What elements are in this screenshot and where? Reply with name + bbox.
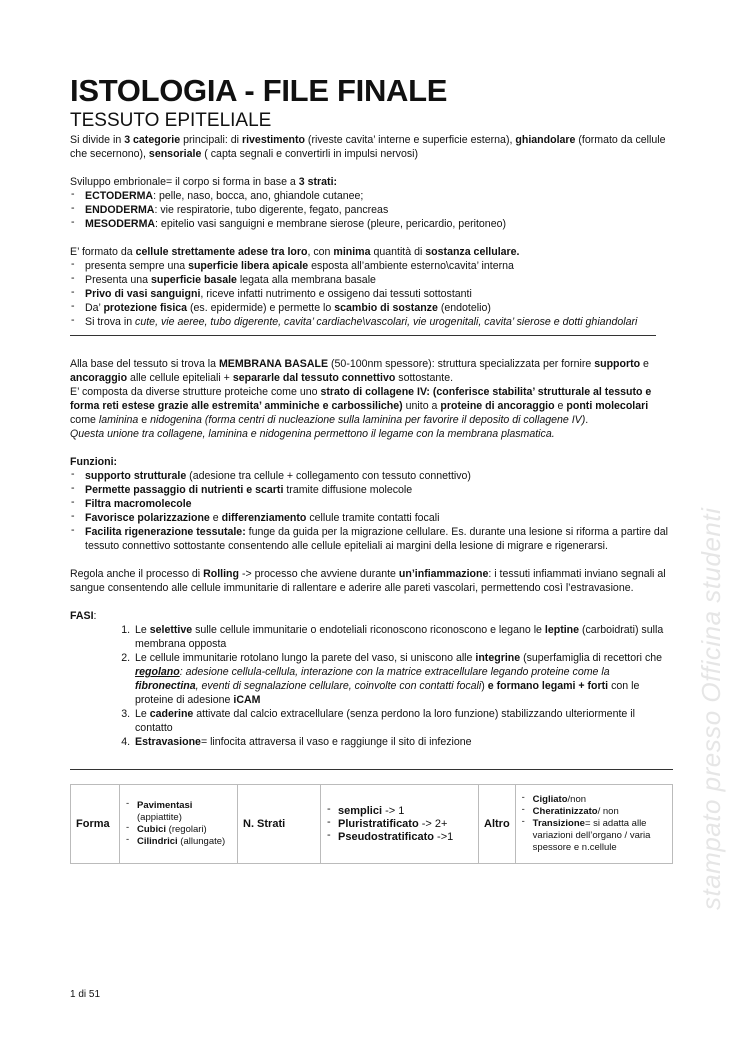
text-run: iCAM (233, 694, 261, 706)
list-item (133, 651, 675, 707)
text-run: Sviluppo embrionale= il corpo si forma in base a (70, 176, 299, 188)
text-run: proteine di ancoraggio (440, 400, 555, 412)
text-run: (50-100nm spessore): struttura specializzata per fornire (328, 358, 595, 370)
text-run: E’ formato da (70, 246, 136, 258)
text-run: e (138, 414, 151, 426)
text-run: Le (135, 708, 150, 720)
text-run: ghiandolare (515, 134, 576, 146)
text-run: e (640, 358, 649, 370)
text-run: unito a (402, 400, 441, 412)
text-run: caderine (149, 708, 194, 720)
text-run: (es. epidermide) e permette lo (187, 302, 335, 314)
text-run: ->1 (433, 830, 454, 843)
text-run: Cubici (137, 824, 167, 835)
text-run: Rolling (203, 568, 239, 580)
strati-list (70, 189, 675, 231)
text-run: strato di collagene IV: (conferisce stabilita’ strutturale al tessuto e forma reti estese grazie alle estremita’ amminiche e carbossiliche) (70, 386, 652, 412)
text-run: (riveste cavita’ interne e superficie esterna), (304, 134, 516, 146)
text-run: scambio di sostanze (334, 302, 438, 314)
text-run: Cilindrici (137, 836, 178, 847)
text-run: Transizione (532, 818, 585, 829)
table-header-strati: N. Strati (238, 785, 321, 864)
list-item (70, 497, 675, 511)
list-item (326, 805, 473, 818)
text-run: Alla base del tessuto si trova la (70, 358, 219, 370)
list-item (326, 818, 473, 831)
text-run: , eventi di segnalazione cellulare, coinvolte con contatti focali (195, 680, 482, 692)
funzioni-heading: Funzioni: (70, 456, 118, 468)
table-cell-strati (321, 785, 479, 864)
list-item (70, 511, 675, 525)
text-run: sensoriale (148, 148, 202, 160)
text-run: Questa unione tra collagene, laminina e nidogenina permettono il legame con la membrana plasmatica. (70, 428, 555, 440)
table-cell-altro (515, 785, 672, 864)
text-run: principali: di (180, 134, 242, 146)
text-run: leptine (544, 624, 580, 636)
watermark: stampato presso Officina studenti (696, 507, 726, 910)
text-run: ponti molecolari (566, 400, 649, 412)
text-run: e (209, 512, 222, 524)
fasi-heading: FASI: (70, 610, 97, 622)
text-run: supporto strutturale (85, 470, 187, 482)
fasi-list (70, 623, 675, 749)
text-run: Pseudostratificato (338, 830, 434, 843)
text-run: cellule strettamente adese tra loro (135, 246, 308, 258)
composta-paragraph (70, 385, 675, 427)
text-run: legata alla membrana basale (236, 274, 376, 286)
text-run: superficie libera apicale (188, 260, 309, 272)
text-run: : epitelio vasi sanguigni e membrane sierose (pleure, pericardio, peritoneo) (155, 218, 507, 230)
text-run: e formano legami + forti (487, 680, 609, 692)
list-item (125, 800, 232, 824)
text-run: (superfamiglia di recettori che (520, 652, 663, 664)
text-run: differenziamento (221, 512, 307, 524)
unione-paragraph (70, 427, 675, 441)
text-run: e (554, 400, 567, 412)
text-run: E’ composta da diverse strutture proteiche come uno (70, 386, 321, 398)
list-item (70, 217, 675, 231)
list-item (125, 824, 232, 836)
text-run: ECTODERMA (85, 190, 154, 202)
text-run: cellule tramite contatti focali (306, 512, 440, 524)
list-item (133, 623, 675, 651)
text-run: Facilita rigenerazione tessutale: (85, 526, 246, 538)
text-run: separarle dal tessuto connettivo (232, 372, 396, 384)
table-header-altro: Altro (479, 785, 516, 864)
list-item (521, 806, 667, 818)
text-run: protezione fisica (103, 302, 188, 314)
text-run: sulle cellule immunitarie o endoteliali riconoscono riconoscono e legano le (192, 624, 545, 636)
text-run: rivestimento (241, 134, 305, 146)
text-run: quantità di (370, 246, 426, 258)
text-run: = si adatta alle variazioni dell’organo / varia spessore e n.cellule (532, 818, 651, 853)
text-run: Si trova in (85, 316, 136, 328)
list-item (70, 287, 675, 301)
text-run: Filtra macromolecole (85, 498, 192, 510)
text-run: ) (481, 680, 488, 692)
text-run: Le cellule immunitarie rotolano lungo la parete del vaso, si uniscono alle (135, 652, 476, 664)
list-item (521, 818, 667, 854)
text-run: ENDODERMA (85, 204, 155, 216)
text-run: Le (135, 624, 150, 636)
section-title: TESSUTO EPITELIALE (70, 110, 272, 131)
text-run: funge da guida per la migrazione cellulare. Es. durante una lesione si riforma a partire dal tessuto connettivo sottostante consentendo alle cellule epiteliali ai margini della lesione di migrare e rigenerarsi. (85, 526, 668, 552)
text-run: 3 categorie (124, 134, 181, 146)
text-run: attivate dal calcio extracellulare (senza perdono la loro funzione) stabilizzando ulteriormente il contatto (135, 708, 635, 734)
text-run: Favorisce polarizzazione (85, 512, 210, 524)
membrana-paragraph (70, 357, 675, 385)
text-run: tramite diffusione molecole (283, 484, 413, 496)
text-run: regolano (135, 666, 180, 678)
list-item (521, 794, 667, 806)
text-run: ( capta segnali e convertirli in impulsi nervosi) (201, 148, 419, 160)
text-run: un’infiammazione (398, 568, 489, 580)
text-run: (regolari) (166, 824, 207, 835)
text-run: . (585, 414, 589, 426)
document-page (70, 72, 675, 864)
list-item (326, 831, 473, 844)
text-run: semplici (338, 804, 383, 817)
list-item (133, 735, 675, 749)
text-run: Estravasione (135, 736, 201, 748)
text-run: Privo di vasi sanguigni (85, 288, 201, 300)
divider (70, 769, 673, 770)
text-run: supporto (594, 358, 641, 370)
text-run: Permette passaggio di nutrienti e scarti (85, 484, 284, 496)
text-run: MEMBRANA BASALE (218, 358, 329, 370)
text-run: presenta sempre una (85, 260, 189, 272)
divider (70, 335, 656, 336)
text-run: -> 2+ (418, 817, 448, 830)
text-run: 3 strati: (298, 176, 338, 188)
intro-paragraph (70, 133, 675, 161)
text-run: esposta all’ambiente esterno\cavita’ interna (308, 260, 514, 272)
text-run: (endotelio) (437, 302, 491, 314)
list-item (70, 469, 675, 483)
text-run: fibronectina (135, 680, 196, 692)
list-item (70, 189, 675, 203)
text-run: sostanza cellulare. (425, 246, 520, 258)
formato-paragraph (70, 245, 675, 259)
text-run: Pavimentasi (137, 800, 193, 811)
text-run: cute, vie aeree, tubo digerente, cavita’ cardiache\vascolari, vie urogenitali, cavita’ sierose e dotti ghiandolari (135, 316, 638, 328)
text-run: : vie respiratorie, tubo digerente, fegato, pancreas (154, 204, 389, 216)
list-item (70, 203, 675, 217)
list-item (70, 525, 675, 553)
sviluppo-paragraph (70, 175, 675, 189)
text-run: Cheratinizzato (532, 806, 598, 817)
text-run: /non (567, 794, 587, 805)
table-cell-forma (120, 785, 238, 864)
list-item (70, 483, 675, 497)
text-run: = linfocita attraversa il vaso e raggiunge il sito di infezione (200, 736, 472, 748)
text-run: Pluristratificato (338, 817, 419, 830)
table-row (71, 785, 673, 864)
text-run: selettive (149, 624, 193, 636)
page-number: 1 di 51 (70, 989, 101, 1000)
list-item (70, 301, 675, 315)
list-item (125, 836, 232, 848)
list-item (70, 273, 675, 287)
text-run: nidogenina (forma centri di nucleazione sulla laminina per favorire il deposito di collagene IV) (150, 414, 586, 426)
text-run: : i tessuti infiammati inviano segnali al sangue consentendo alle cellule immunitarie di rallentare e aderire alle pareti vascolari, permettendo così l’estravasione. (70, 568, 666, 594)
text-run: : pelle, naso, bocca, ano, ghiandole cutanee; (153, 190, 364, 202)
text-run: Presenta una (85, 274, 151, 286)
text-run: (appiattite) (137, 812, 182, 823)
text-run: Da’ (85, 302, 104, 314)
text-run: Regola anche il processo di (70, 568, 204, 580)
text-run: minima (333, 246, 371, 258)
caratteristiche-list (70, 259, 675, 329)
text-run: (allungate) (177, 836, 226, 847)
text-run: laminina (98, 414, 139, 426)
document-title: ISTOLOGIA - FILE FINALE (70, 73, 448, 108)
list-item (70, 315, 675, 329)
text-run: Si divide in (70, 134, 125, 146)
text-run: -> 1 (382, 804, 405, 817)
text-run: ancoraggio (70, 372, 128, 384)
text-run: -> processo che avviene durante (239, 568, 399, 580)
list-item (133, 707, 675, 735)
text-run: , con (307, 246, 334, 258)
funzioni-list (70, 469, 675, 553)
list-item (70, 259, 675, 273)
text-run: integrine (475, 652, 521, 664)
text-run: sottostante. (395, 372, 454, 384)
text-run: / non (597, 806, 619, 817)
text-run: : adesione cellula-cellula, interazione con la matrice extracellulare legando proteine come la (179, 666, 610, 678)
text-run: (formato da cellule che secernono), (70, 134, 666, 160)
text-run: come (70, 414, 99, 426)
table-header-forma: Forma (71, 785, 120, 864)
text-run: con le proteine di adesione (135, 680, 640, 706)
text-run: MESODERMA (85, 218, 156, 230)
text-run: superficie basale (150, 274, 237, 286)
text-run: Cigliato (532, 794, 568, 805)
text-run: (adesione tra cellule + collegamento con tessuto connettivo) (186, 470, 471, 482)
rolling-paragraph (70, 567, 675, 595)
epithelium-classification-table (70, 784, 673, 864)
text-run: alle cellule epiteliali + (127, 372, 233, 384)
text-run: (carboidrati) sulla membrana opposta (135, 624, 664, 650)
text-run: , riceve infatti nutrimento e ossigeno dai tessuti sottostanti (200, 288, 472, 300)
